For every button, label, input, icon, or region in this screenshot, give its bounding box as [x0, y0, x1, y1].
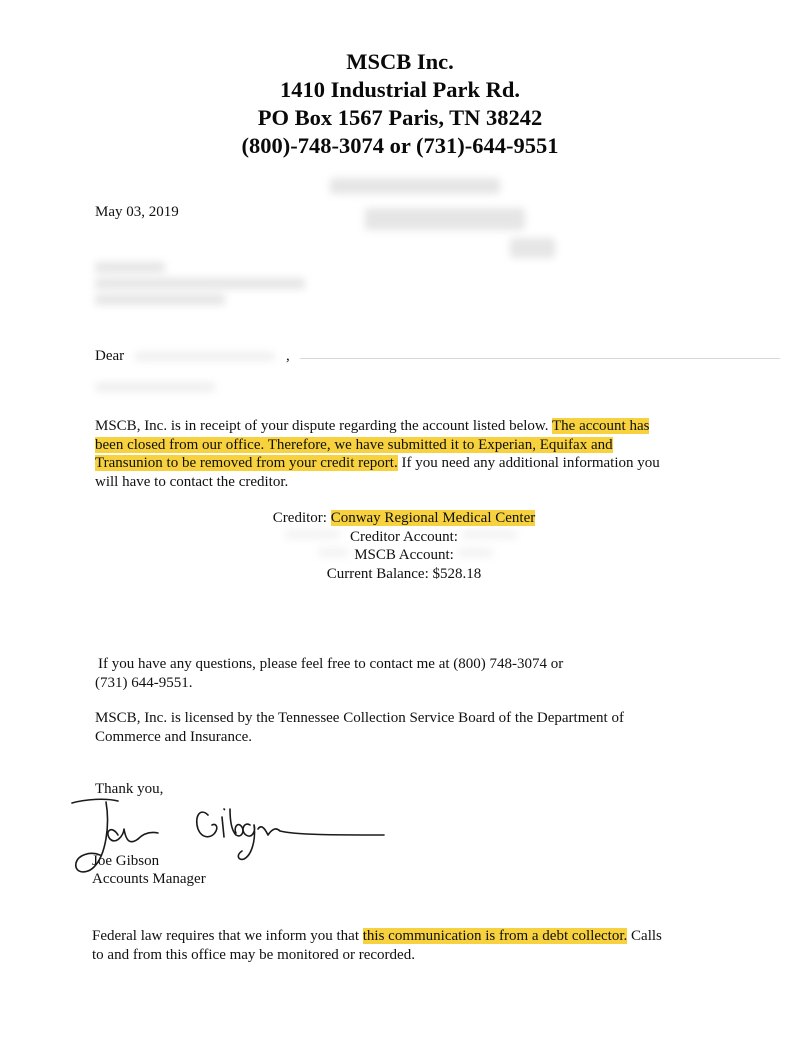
redacted-faded-line: [95, 382, 215, 392]
redacted-recipient-city: [95, 294, 225, 305]
faded-stamp-1: [330, 178, 500, 194]
creditor-value: Conway Regional Medical Center: [330, 510, 536, 526]
letterhead: [0, 48, 800, 160]
scan-line: [300, 358, 780, 359]
signer-name: Joe Gibson: [92, 853, 160, 869]
footer-line2: to and from this office may be monitored or recorded.: [92, 946, 415, 963]
dispute-paragraph: [95, 417, 705, 491]
company-name: MSCB Inc.: [346, 49, 454, 74]
p3-line1: MSCB, Inc. is licensed by the Tennessee Collection Service Board of the Department of: [95, 710, 624, 726]
footer-notice: [92, 927, 712, 964]
redacted-salutation-name: [135, 352, 275, 361]
p1-line2-highlight: been closed from our office. Therefore, we have submitted it to Experian, Equifax and: [95, 436, 613, 453]
footer-line1-text: Federal law requires that we inform you that: [92, 928, 363, 944]
salutation-comma: ,: [286, 348, 290, 364]
license-paragraph: [95, 709, 715, 746]
letter-date: May 03, 2019: [95, 204, 179, 220]
closing: Thank you,: [95, 781, 164, 797]
redacted-account-4: [458, 548, 493, 557]
p2-line2: (731) 644-9551.: [95, 674, 193, 691]
footer-line1-tail: Calls: [627, 928, 662, 944]
p1-line1-highlight: The account has: [552, 418, 650, 434]
questions-paragraph: [95, 655, 715, 692]
redacted-account-1: [285, 530, 340, 539]
redacted-recipient-street: [95, 278, 305, 289]
redacted-account-3: [318, 548, 348, 557]
salutation-greeting: Dear: [95, 348, 125, 364]
account-details: [0, 509, 800, 583]
redacted-recipient-name: [95, 262, 165, 273]
p2-line1: If you have any questions, please feel free to contact me at (800) 748-3074 or: [98, 656, 564, 672]
redacted-account-2: [462, 530, 517, 539]
p1-line3-text: If you need any additional information you: [397, 455, 660, 471]
faded-stamp-3: [510, 238, 555, 258]
p3-line2: Commerce and Insurance.: [95, 728, 253, 745]
creditor-label: Creditor:: [272, 510, 331, 526]
current-balance: Current Balance: $528.18: [326, 565, 482, 582]
company-pobox: PO Box 1567 Paris, TN 38242: [257, 105, 543, 130]
company-street: 1410 Industrial Park Rd.: [279, 77, 521, 102]
p1-line4-text: will have to contact the creditor.: [95, 473, 289, 490]
faded-stamp-2: [365, 208, 525, 230]
company-phones: (800)-748-3074 or (731)-644-9551: [241, 133, 559, 158]
p1-line3-highlight: Transunion to be removed from your credit report.: [95, 455, 398, 471]
footer-line1-highlight: this communication is from a debt collector.: [362, 928, 628, 944]
signer-title: Accounts Manager: [92, 871, 206, 887]
creditor-account-label: Creditor Account:: [350, 528, 458, 545]
mscb-account-label: MSCB Account:: [354, 547, 454, 563]
p1-line1-text: MSCB, Inc. is in receipt of your dispute regarding the account listed below.: [95, 418, 552, 434]
